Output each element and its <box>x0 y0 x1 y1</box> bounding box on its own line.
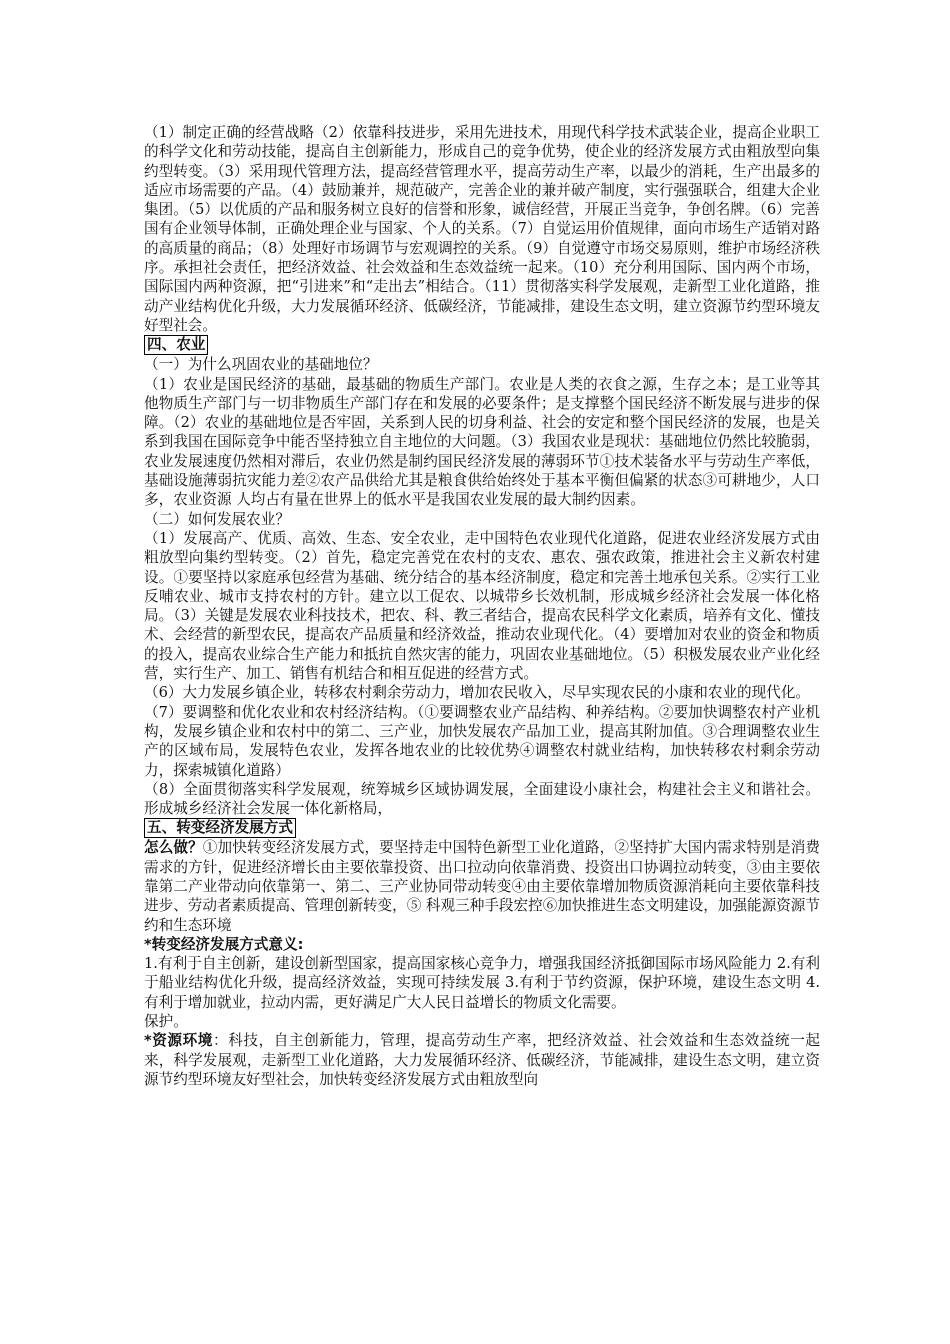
agriculture-basis-paragraph: （1）农业是国民经济的基础，最基础的物质生产部门。农业是人类的衣食之源，生存之本；是工业等其他物质生产部门与一切非物质生产部门存在和发展的必要条件；是支撑整个国民经济不断发展与进步的保障。（2）农业的基础地位是否牢固，关系到人民的切身利益、社会的安定和整个国民经济的发展，也是关系到我国在国际竞争中能否坚持独立自主地位的大问题。（3）我国农业是现状：基础地位仍然比较脆弱，农业发展速度仍然相对滞后，农业仍然是制约国民经济发展的薄弱环节①技术装备水平与劳动生产率低，基础设施薄弱抗灾能力差②农产品供给尤其是粮食供给始终处于基本平衡但偏紧的状态③可耕地少，人口多，农业资源 人均占有量在世界上的低水平是我国农业发展的最大制约因素。 <box>144 375 820 509</box>
section-heading-agriculture-line <box>144 335 820 355</box>
meaning-paragraph: 1.有利于自主创新，建设创新型国家，提高国家核心竞争力，增强我国经济抵御国际市场风险能力 2.有利于船业结构优化升级，提高经济效益，实现可持续发展 3.有利于节约资源，保护环境，建设生态文明 4.有利于增加就业，拉动内需，更好满足广大人民日益增长的物质文化需要。 <box>144 955 820 1011</box>
township-enterprise-paragraph: （6）大力发展乡镇企业，转移农村剩余劳动力，增加农民收入，尽早实现农民的小康和农业的现代化。 <box>144 684 811 702</box>
protection-text: 保护。 <box>144 1013 188 1031</box>
scientific-development-paragraph: （8）全面贯彻落实科学发展观，统筹城乡区域协调发展，全面建设小康社会，构建社会主义和谐社会。形成城乡经济社会发展一体化新格局， <box>144 780 820 818</box>
structure-adjust-paragraph: （7）要调整和优化农业和农村经济结构。（①要调整农业产品结构、种养结构。②要加快调整农村产业机构，发展乡镇企业和农村中的第二、三产业，加快发展农产品加工业，提高其附加值。③合理调整农业生产的区域布局，发展特色农业，发挥各地农业的比较优势④调整农村就业结构，加快转移农村剩余劳动力，探索城镇化道路） <box>144 703 820 779</box>
resource-text: ：科技，自主创新能力，管理，提高劳动生产率，把经济效益、社会效益和生态效益统一起来，科学发展观，走新型工业化道路，大力发展循环经济、低碳经济，节能减排，建设生态文明，建立资源节约型环境友好型社会，加快转变经济发展方式由粗放型向 <box>144 1032 820 1088</box>
resource-label: *资源环境 <box>144 1032 213 1050</box>
question-how-develop-agriculture: （二）如何发展农业？ <box>144 510 290 528</box>
section-heading-transform-line <box>144 818 820 838</box>
how-to-label: 怎么做？ <box>144 839 203 857</box>
agriculture-develop-paragraph: （1）发展高产、优质、高效、生态、安全农业，走中国特色农业现代化道路，促进农业经济发展方式由粗放型向集约型转变。（2）首先，稳定完善党在农村的支农、惠农、强农政策，推进社会主义新农村建设。①要坚持以家庭承包经营为基础、统分结合的基本经济制度，稳定和完善土地承包关系。②实行工业反哺农业、城市支持农村的方针。建立以工促农、以城带乡长效机制，形成城乡经济社会发展一体化格局。（3）关键是发展农业科技技术，把农、科、教三者结合，提高农民科学文化素质，培养有文化、懂技术、会经营的新型农民，提高农产品质量和经济效益，推动农业现代化。（4）要增加对农业的资金和物质的投入，提高农业综合生产能力和抵抗自然灾害的能力，巩固农业基础地位。（5）积极发展农业产业化经营，实行生产、加工、销售有机结合和相互促进的经营方式。 <box>144 529 820 683</box>
how-to-paragraph <box>144 838 820 934</box>
meaning-label: *转变经济发展方式意义: <box>144 935 304 953</box>
section-heading-transform: 五、转变经济发展方式 <box>144 818 296 838</box>
question-why-agriculture: （一）为什么巩固农业的基础地位？ <box>144 356 378 374</box>
resource-paragraph <box>144 1031 820 1089</box>
section-heading-agriculture: 四、农业 <box>144 335 208 355</box>
enterprise-measures-paragraph: （1）制定正确的经营战略（2）依靠科技进步，采用先进技术，用现代科学技术武装企业，提高企业职工的科学文化和劳动技能，提高自主创新能力，形成自己的竞争优势，使企业的经济发展方式由粗放型向集约型转变。（3）采用现代管理方法，提高经营管理水平，提高劳动生产率，以最少的消耗，生产出最多的适应市场需要的产品。（4）鼓励兼并，规范破产，完善企业的兼并破产制度，实行强强联合，组建大企业集团。（5）以优质的产品和服务树立良好的信誉和形象，诚信经营，开展正当竞争，争创名牌。（6）完善国有企业领导体制，正确处理企业与国家、个人的关系。（7）自觉运用价值规律，面向市场生产适销对路的高质量的商品；（8）处理好市场调节与宏观调控的关系。（9）自觉遵守市场交易原则，维护市场经济秩序。承担社会责任，把经济效益、社会效益和生态效益统一起来。（10）充分利用国际、国内两个市场，国际国内两种资源，把“引进来”和“走出去”相结合。（11）贯彻落实科学发展观，走新型工业化道路，推动产业结构优化升级，大力发展循环经济、低碳经济，节能减排，建设生态文明，建立资源节约型环境友好型社会。 <box>144 124 820 334</box>
how-to-text: ①加快转变经济发展方式，要坚持走中国特色新型工业化道路，②坚持扩大国内需求特别是消费需求的方针，促进经济增长由主要依靠投资、出口拉动向依靠消费、投资出口协调拉动转变，③由主要依靠第二产业带动向依靠第一、第二、三产业协同带动转变④由主要依靠增加物质资源消耗向主要依靠科技进步、劳动者素质提高、管理创新转变，⑤ 科观三种手段宏控⑥加快推进生态文明建设，加强能源资源节约和生态环境 <box>144 839 820 934</box>
